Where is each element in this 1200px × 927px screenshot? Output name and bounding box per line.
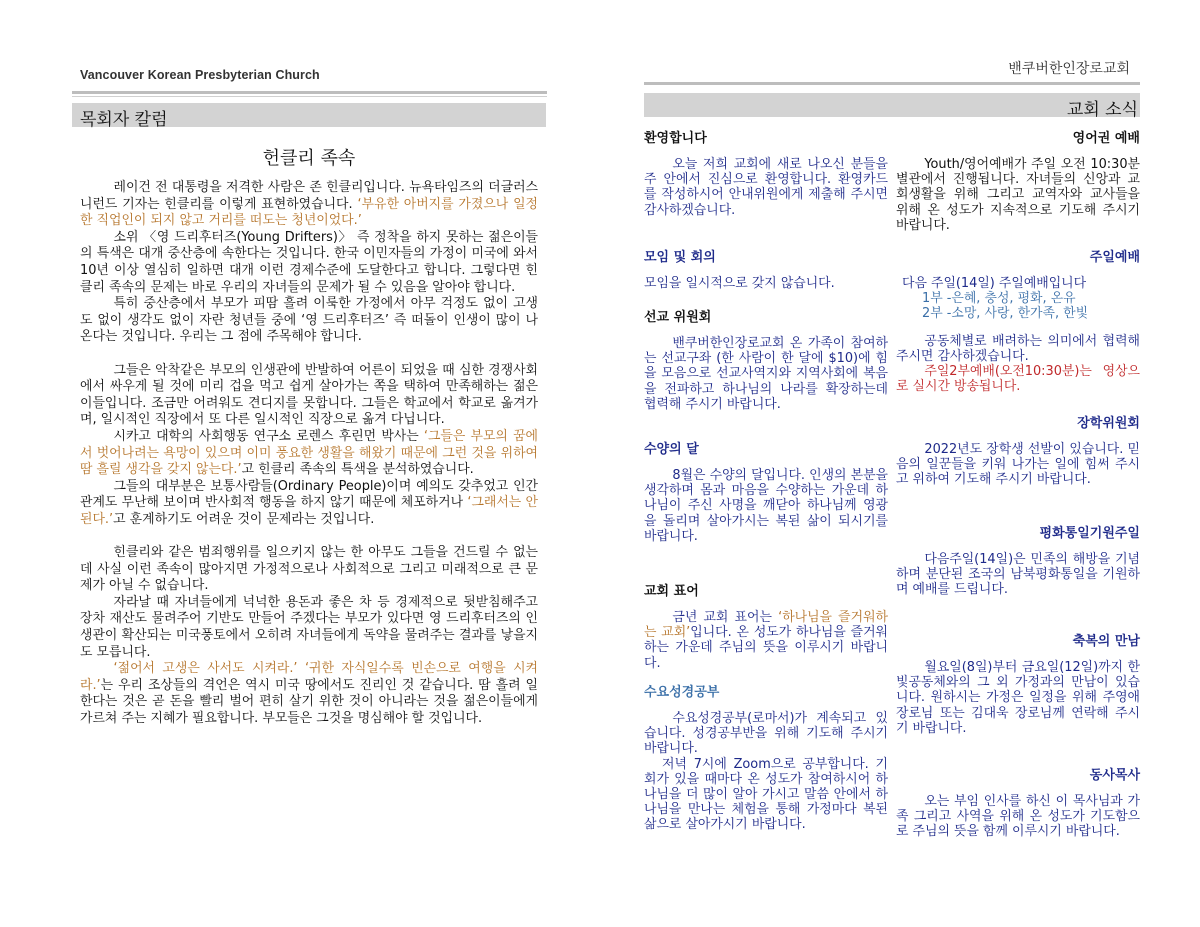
news-body: 밴쿠버한인장로교회 온 가족이 참여하는 선교구좌 (한 사람이 한 달에 $10)에 힘을 모음으로 선교사역지와 지역사회에 복음을 전파하고 하나님의 나라를 확장하는데 협력해 주시기 바랍니다. [644,336,888,412]
paragraph-text: 레이건 전 대통령을 저격한 사람은 존 힌클리입니다. 뉴욕타임즈의 더글러스 니런드 기자는 힌클리를 이렇게 표현하였습니다. [80,180,538,212]
header-rule [72,91,547,94]
worship-group-line: 2부 -소망, 사랑, 한가족, 한빛 [922,306,1089,322]
news-item [644,584,888,671]
paragraph-text: 힌클리와 같은 범죄행위를 일으키지 않는 한 아무도 그들을 건드릴 수 없는데 사실 이런 족속이 많아지면 가정적으로나 사회적으로 그리고 미래적으로 큰 문제가 아닐 수 없습니다. [80,545,538,594]
news-heading: 환영합니다 [644,131,707,146]
paragraph-text: 고 훈계하기도 어려운 것이 문제라는 것입니다. [113,511,375,527]
news-body: 월요일(8일)부터 금요일(12일)까지 한빛공동체와의 그 외 가정과의 만남이 있습니다. 원하시는 가정은 일정을 위해 주영애 장로님 또는 김대욱 장로님께 연락해 주시기 바랍니다. [896,660,1140,736]
news-item [896,634,1140,736]
news-item [896,768,1140,840]
news-heading: 주일예배 [1089,250,1140,265]
paragraph-text: 특히 중산층에서 부모가 피땀 흘려 이룩한 가정에서 아무 걱정도 없이 고생도 없이 생각도 없이 자란 청년들 중에 ‘영 드리후터즈’ 즉 떠돌이 인생이 많이 나온다는 것입니다. 우리는 그 점에 주목해야 합니다. [80,296,538,345]
news-body: 2022년도 장학생 선발이 있습니다. 믿음의 일꾼들을 키워 나가는 일에 힘써 주시고 위하여 기도해 주시기 바랍니다. [896,442,1140,488]
news-heading: 수요성경공부 [644,685,720,700]
paragraph-text: 자라날 때 자녀들에게 넉넉한 용돈과 좋은 차 등 경제적으로 뒷받침해주고 장차 재산도 물려주어 기반도 만들어 주겠다는 부모가 있다면 영 드리후터즈의 인생관이 확산되는 미국풍토에서 오히려 자녀들에게 독약을 물려주는 결과를 낳을지도 모릅니다. [80,594,538,660]
column-title: 헌클리 족속 [262,148,356,169]
news-item [644,685,888,833]
news-heading: 영어권 예배 [1072,131,1140,146]
news-label: 교회 소식 [1066,100,1138,120]
column-label: 목회자 칼럼 [80,110,168,130]
worship-group-line: 1부 -은혜, 충성, 평화, 온유 [922,291,1076,307]
column-paragraph [80,595,538,661]
news-item [644,131,888,218]
news-heading: 모임 및 회의 [644,250,716,265]
news-heading: 장학위원회 [1077,416,1140,431]
column-paragraph [80,545,538,595]
news-quote: ‘하나님을 즐거워하는 교회’ [644,610,888,641]
news-heading: 평화통일기원주일 [1039,526,1140,541]
column-paragraph [80,479,538,529]
broadcast-note: 주일2부예배(오전10:30분)는 영상으로 실시간 방송됩니다. [896,364,1140,395]
column-paragraph [80,180,538,230]
church-name-ko: 밴쿠버한인장로교회 [1008,61,1130,77]
news-body: Youth/영어예배가 주일 오전 10:30분 별관에서 진행됩니다. 자녀들의 신앙과 교회생활을 위해 그리고 교역자와 교사들을 위해 온 성도가 지속적으로 기도해 주시기 바랍니다. [896,157,1140,233]
worship-note: 공동체별로 배려하는 의미에서 협력해 주시면 감사하겠습니다. [896,333,1140,364]
column-paragraph [80,661,538,727]
column-paragraph [80,429,538,479]
column-paragraph [80,296,538,346]
news-heading: 교회 표어 [644,584,699,599]
quoted-text: ‘그들은 부모의 꿈에서 벗어나려는 욕망이 있으며 이미 풍요한 생활을 해왔기 때문에 그런 것을 위하여 땀 흘릴 생각을 갖지 않는다.’ [80,428,538,478]
news-heading: 수양의 달 [644,442,699,457]
news-item [896,250,1140,394]
news-heading: 동사목사 [1089,768,1140,783]
news-body-text: 금년 교회 표어는 [672,610,779,625]
paragraph-text: 소위 〈영 드리후터즈(Young Drifters)〉 즉 정착을 하지 못하는 젊은이들의 특색은 대개 중산층에 속한다는 것입니다. 한국 이민자들의 가정이 미국에 와서 10년 이상 열심히 일하면 대개 이런 경제수준에 도달한다고 합니다. 그렇다면 힌클리 족속의 문제는 바로 우리의 자녀들의 문제가 될 수 있음을 알아야 합니다. [80,229,538,295]
news-item [896,416,1140,488]
news-heading: 축복의 만남 [1072,634,1140,649]
news-item [896,526,1140,598]
quoted-text: ‘그래서는 안 된다.’ [80,495,538,527]
paragraph-text: 그들의 대부분은 보통사람들(Ordinary People)이며 예의도 갖추었고 인간관계도 무난해 보이며 반사회적 행동을 하지 않기 때문에 체포하거나 [80,478,538,511]
news-item [644,310,888,412]
news-heading: 선교 위원회 [644,310,712,325]
news-item [896,131,1140,233]
news-body: 저녁 7시에 Zoom으로 공부합니다. 기회가 있을 때마다 온 성도가 참여하시어 하나님을 더 많이 알아 가시고 말씀 안에서 하나님을 만나는 체험을 통해 가정마다 복된 삶으로 살아가시기 바랍니다. [644,756,888,833]
column-paragraph [80,230,538,296]
news-body [644,610,888,671]
news-item [644,442,888,544]
news-body: 8월은 수양의 달입니다. 인생의 본분을 생각하며 몸과 마음을 수양하는 가운데 하나님이 주신 사명을 깨닫아 하나님께 영광을 돌리며 살아가시는 복된 삶이 되시기를 바랍니다. [644,468,888,544]
news-body: 수요성경공부(로마서)가 계속되고 있습니다. 성경공부반을 위해 기도해 주시기 바랍니다. [644,711,888,757]
news-body: 다음주일(14일)은 민족의 해방을 기념하며 분단된 조국의 남북평화통일을 기원하며 예배를 드립니다. [896,552,1140,598]
paragraph-text: 고 힌클리 족속의 특색을 분석하였습니다. [241,462,474,478]
column-body [80,180,538,728]
news-body: 오늘 저희 교회에 새로 나오신 분들을 주 안에서 진심으로 환영합니다. 환영카드를 작성하시어 안내위원에게 제출해 주시면 감사하겠습니다. [644,157,888,218]
quoted-text: ‘부유한 아버지를 가졌으나 일정한 직업인이 되지 않고 거리를 떠도는 청년이었다.’ [80,196,538,229]
news-body-text: 입니다. 온 성도가 하나님을 즐거워하는 가운데 주님의 뜻을 이루시기 바랍니다. [644,625,888,671]
church-name-en: Vancouver Korean Presbyterian Church [80,68,320,82]
paragraph-text: 는 우리 조상들의 격언은 역시 미국 땅에서도 진리인 것 같습니다. 땀 흘려 일한다는 것은 곧 돈을 빨리 벌어 편히 살기 위한 것이 아니라는 것을 젊은이들에게 가르쳐 주는 지혜가 필요합니다. 부모들은 그것을 명심해야 할 것입니다. [80,677,538,726]
header-rule-thin [72,96,547,97]
paragraph-text: 그들은 악착같은 부모의 인생관에 반발하여 어른이 되었을 때 심한 경쟁사회에서 싸우게 될 것에 미리 겁을 먹고 쉽게 살아가는 쪽을 택하여 만족해하는 젊은이들입니다. 조금만 어려워도 견디지를 못합니다. 그들은 학교에서 학교로 옮겨가며, 일시적인 직장에서 또 다른 일시적인 직장으로 옮겨 다닙니다. [80,362,538,428]
header-rule [644,82,1140,85]
news-body: 오는 부임 인사를 하신 이 목사님과 가족 그리고 사역을 위해 온 성도가 기도함으로 주님의 뜻을 함께 이루시기 바랍니다. [896,794,1140,840]
quoted-text: ‘젊어서 고생은 사서도 시켜라.’ ‘귀한 자식일수록 빈손으로 여행을 시켜라.’ [80,661,538,693]
column-paragraph [80,363,538,429]
news-item [644,250,888,291]
news-label-band [644,93,1140,117]
news-body: 모임을 일시적으로 갖지 않습니다. [644,276,835,291]
worship-intro: 다음 주일(14일) 주일예배입니다 [902,276,1087,291]
paragraph-text: 시카고 대학의 사회행동 연구소 로렌스 후린먼 박사는 [113,428,424,444]
